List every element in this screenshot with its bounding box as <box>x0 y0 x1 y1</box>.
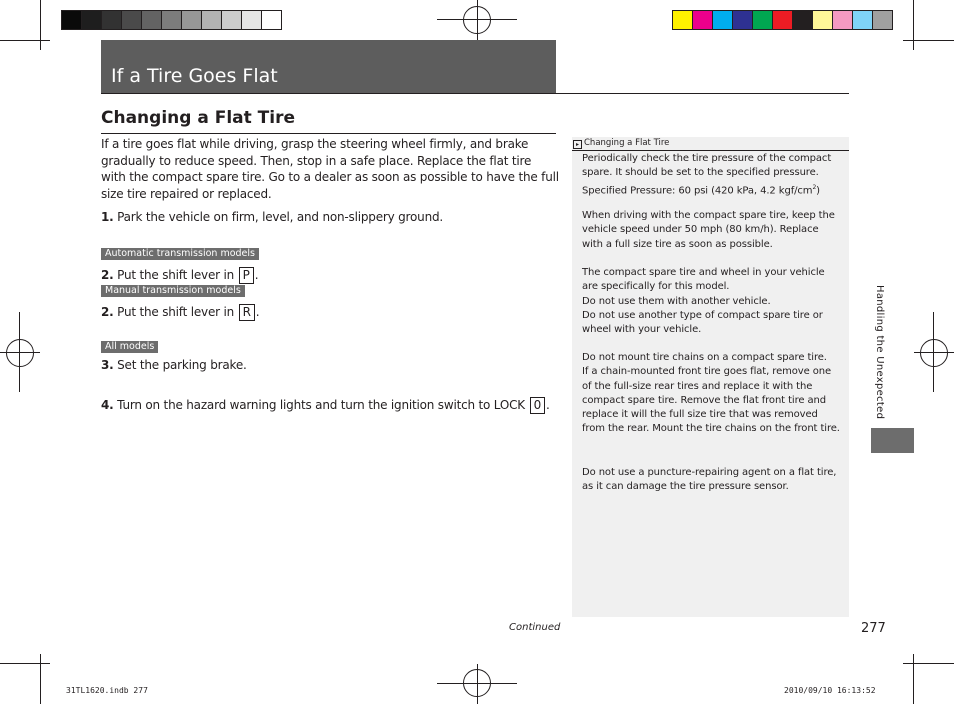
chapter-tab-marker <box>871 428 914 453</box>
registration-line <box>914 352 954 353</box>
registration-line <box>477 0 478 40</box>
model-tag-automatic: Automatic transmission models <box>101 248 259 260</box>
registration-line <box>477 664 478 704</box>
page-heading: Changing a Flat Tire <box>101 108 296 128</box>
color-swatch <box>832 10 853 30</box>
footer-timestamp: 2010/09/10 16:13:52 <box>784 686 876 695</box>
color-swatch <box>81 10 102 30</box>
crop-mark <box>913 654 914 704</box>
note-spec-end: ) <box>816 184 820 196</box>
chapter-tab-label: Handling the Unexpected <box>874 285 885 420</box>
step-1 <box>101 210 443 224</box>
crop-mark <box>913 0 914 50</box>
note-text: If a chain-mounted front tire goes flat, remove one of the full-size rear tires and replace it with the compact spare tire. Remove the flat front tire and replace it will the full size tire that was removed from the rear. Mount the tire chains on the front tire. <box>582 366 840 435</box>
note-text: Periodically check the tire pressure of the compact spare. It should be set to the specified pressure. <box>582 153 832 179</box>
footer-file-info: 31TL1620.indb 277 <box>66 686 148 695</box>
step-text: Put the shift lever in <box>117 305 235 319</box>
crop-mark <box>903 663 954 664</box>
color-swatch <box>792 10 813 30</box>
color-swatch <box>221 10 242 30</box>
section-title: If a Tire Goes Flat <box>111 65 278 87</box>
section-rule <box>101 93 849 94</box>
note-text: Do not use another type of compact spare tire or wheel with your vehicle. <box>582 309 823 336</box>
color-swatch <box>101 10 122 30</box>
color-swatch <box>261 10 282 30</box>
color-swatch <box>121 10 142 30</box>
color-swatch <box>872 10 893 30</box>
step-number: 3. <box>101 358 114 372</box>
color-swatch <box>61 10 82 30</box>
step-text: Put the shift lever in <box>117 268 235 282</box>
model-tag-all: All models <box>101 341 158 353</box>
note-paragraph: When driving with the compact spare tire, keep the vehicle speed under 50 mph (80 km/h). Replace with a full size tire as soon as possible. <box>582 210 835 250</box>
color-swatch <box>201 10 222 30</box>
note-spec <box>582 181 840 199</box>
color-swatch <box>732 10 753 30</box>
color-swatch <box>752 10 773 30</box>
note-spec-text: Specified Pressure: 60 psi (420 kPa, 4.2 kgf/cm <box>582 184 813 196</box>
step-end: . <box>255 305 260 319</box>
step-text: Turn on the hazard warning lights and turn the ignition switch to LOCK <box>117 398 525 412</box>
note-paragraph <box>582 266 840 337</box>
note-text: Do not use them with another vehicle. <box>582 295 771 307</box>
note-paragraph <box>582 351 840 437</box>
color-swatch <box>181 10 202 30</box>
crop-mark <box>0 663 50 664</box>
registration-line <box>933 312 934 392</box>
step-number: 2. <box>101 268 114 282</box>
superscript: 2 <box>812 183 817 191</box>
note-reference-icon: ▸ <box>573 140 582 149</box>
crop-mark <box>903 40 954 41</box>
step-text: Set the parking brake. <box>117 358 247 372</box>
color-swatch <box>672 10 693 30</box>
step-text: Park the vehicle on firm, level, and non-slippery ground. <box>117 210 444 224</box>
crop-mark <box>40 654 41 704</box>
note-paragraph: Do not use a puncture-repairing agent on a flat tire, as it can damage the tire pressure sensor. <box>582 467 837 493</box>
color-swatch <box>712 10 733 30</box>
intro-paragraph: If a tire goes flat while driving, grasp the steering wheel firmly, and brake gradually to reduce speed. Then, stop in a safe place. Replace the flat tire with the compact spare tire. Go to a dealer as soon as possible to have the full size tire repaired or replaced. <box>101 137 559 202</box>
step-3 <box>101 358 247 372</box>
note-text: Do not mount tire chains on a compact spare tire. <box>582 352 827 363</box>
note-heading-text: Changing a Flat Tire <box>584 138 670 148</box>
continued-label: Continued <box>509 622 561 633</box>
color-swatch <box>241 10 262 30</box>
heading-rule <box>101 133 556 134</box>
registration-mark <box>920 339 948 367</box>
step-number: 4. <box>101 398 114 412</box>
note-heading <box>572 137 849 151</box>
color-swatch <box>161 10 182 30</box>
note-text: The compact spare tire and wheel in your vehicle are specifically for this model. <box>582 267 825 293</box>
shift-position-p: P <box>239 267 254 284</box>
step-number: 2. <box>101 305 114 319</box>
note-paragraph <box>582 152 840 198</box>
color-swatch <box>692 10 713 30</box>
color-swatch <box>772 10 793 30</box>
color-swatch <box>812 10 833 30</box>
crop-mark <box>0 40 50 41</box>
page-number: 277 <box>861 621 886 636</box>
model-tag-manual: Manual transmission models <box>101 285 245 297</box>
crop-mark <box>40 0 41 50</box>
registration-mark <box>6 339 34 367</box>
step-end: . <box>546 398 550 412</box>
color-swatch <box>852 10 873 30</box>
step-end: . <box>254 268 259 282</box>
color-swatch <box>141 10 162 30</box>
registration-line <box>0 352 40 353</box>
registration-line <box>19 312 20 392</box>
step-number: 1. <box>101 210 114 224</box>
step-4 <box>101 397 550 414</box>
ignition-position-0: 0 <box>530 397 545 414</box>
step-2-manual <box>101 304 259 321</box>
step-2-automatic <box>101 267 258 284</box>
shift-position-r: R <box>239 304 255 321</box>
